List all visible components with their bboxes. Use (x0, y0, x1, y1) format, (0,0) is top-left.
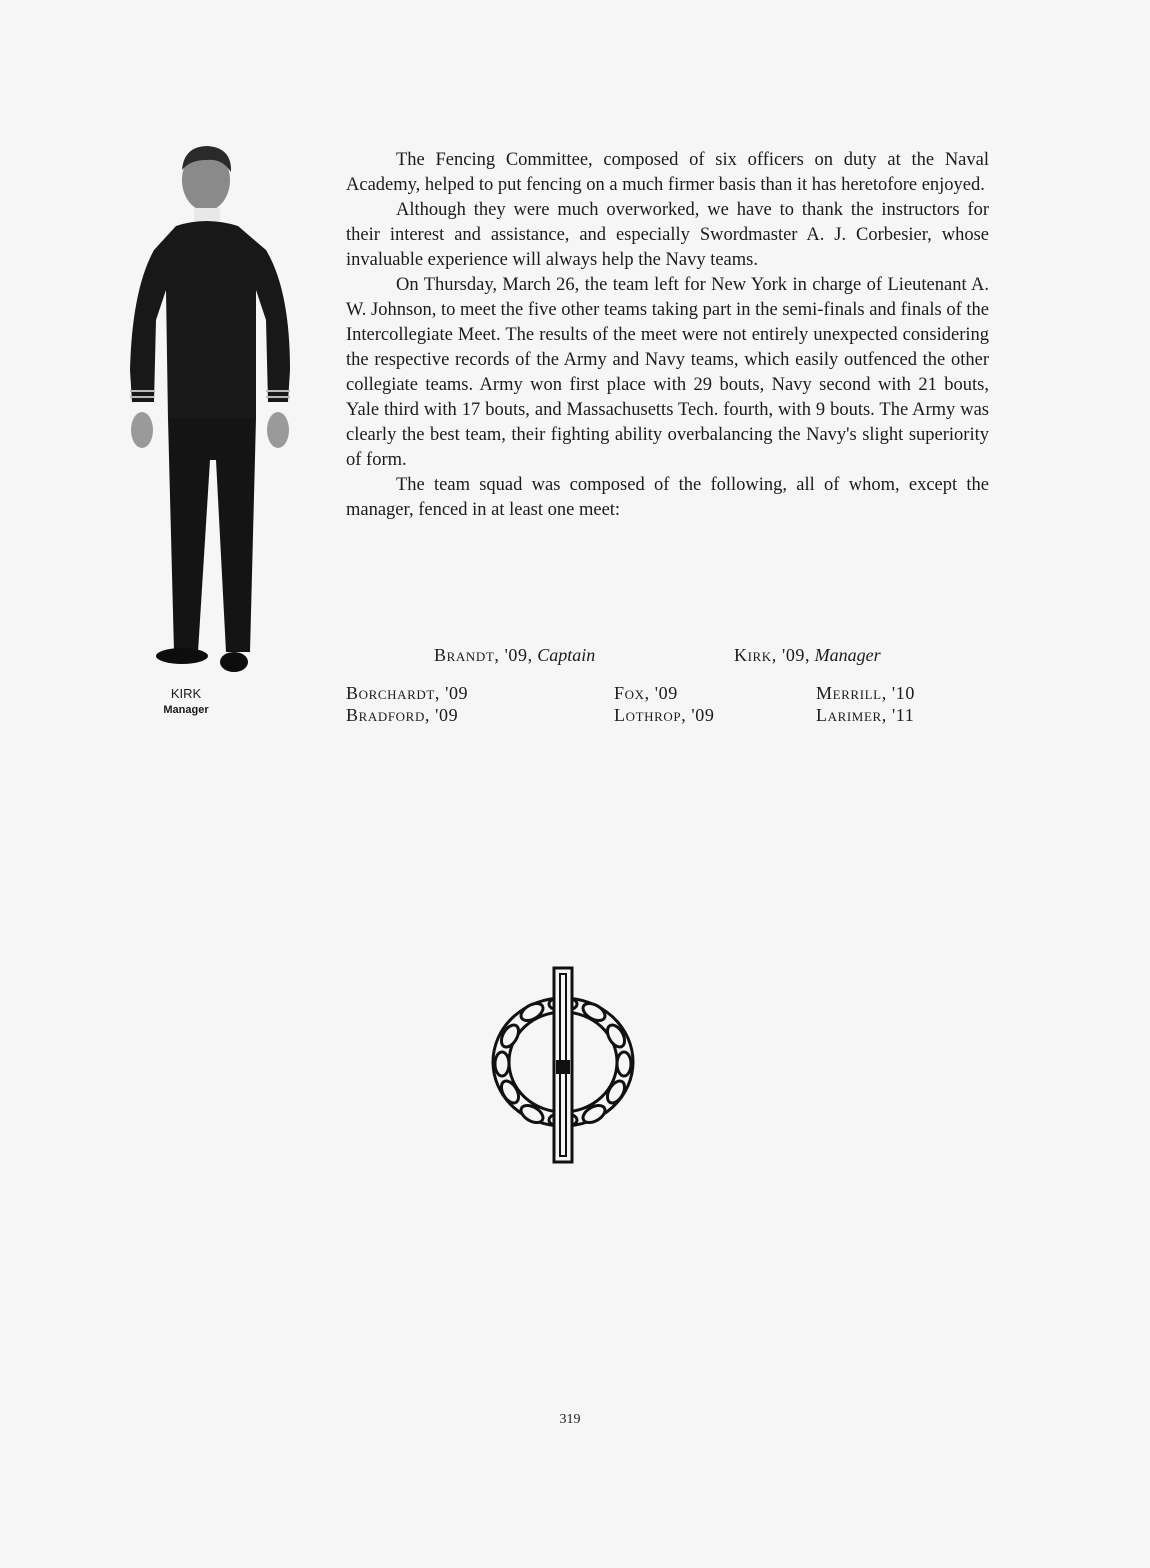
squad-member: Borchardt, '09 (346, 683, 469, 703)
paragraph-squad-intro: The team squad was composed of the following, all of whom, except the manager, fenced in at least one meet: (346, 475, 989, 520)
captain-entry (434, 645, 595, 666)
paragraph-instructors: Although they were much overworked, we have to thank the instructors for their interest and assistance, and especially Swordmaster A. J. Corbesier, whose invaluable experience will always help the Navy teams. (346, 200, 989, 270)
squad-member: Merrill, '10 (816, 683, 915, 703)
squad-member: Bradford, '09 (346, 705, 459, 725)
page-number: 319 (559, 1412, 581, 1427)
captain-title: Captain (537, 645, 596, 665)
manager-title: Manager (814, 645, 881, 665)
manager-entry (734, 645, 881, 666)
caption-name: KIRK (170, 686, 202, 701)
squad-member: Lothrop, '09 (614, 705, 715, 725)
captain-name: Brandt, '09, (434, 645, 533, 665)
paragraph-committee: The Fencing Committee, composed of six officers on duty at the Naval Academy, helped to put fencing on a much firmer basis than it has heretofore enjoyed. (346, 150, 989, 195)
wreath-sword-emblem (486, 964, 640, 1166)
squad-member: Larimer, '11 (816, 705, 915, 725)
photo-caption (140, 686, 232, 718)
caption-role: Manager (163, 704, 209, 716)
manager-photo (118, 140, 308, 680)
squad-column (346, 682, 468, 726)
paragraph-meet: On Thursday, March 26, the team left for New York in charge of Lieutenant A. W. Johnson, to meet the five other teams taking part in the semi-finals and finals of the Intercollegiate Meet. The results of the meet were not entirely unexpected considering the respective records of the Army and Navy teams, which easily outfenced the other collegiate teams. Army won first place with 29 bouts, Navy second with 21 bouts, Yale third with 17 bouts, and Massachusetts Tech. fourth, with 9 bouts. The Army was clearly the best team, their fighting ability overbalancing the Navy's slight superiority of form. (346, 275, 989, 470)
squad-member: Fox, '09 (614, 683, 678, 703)
squad-column (816, 682, 915, 726)
manager-name: Kirk, '09, (734, 645, 811, 665)
team-officers (346, 645, 989, 671)
body-text (346, 148, 989, 523)
squad-column (614, 682, 714, 726)
